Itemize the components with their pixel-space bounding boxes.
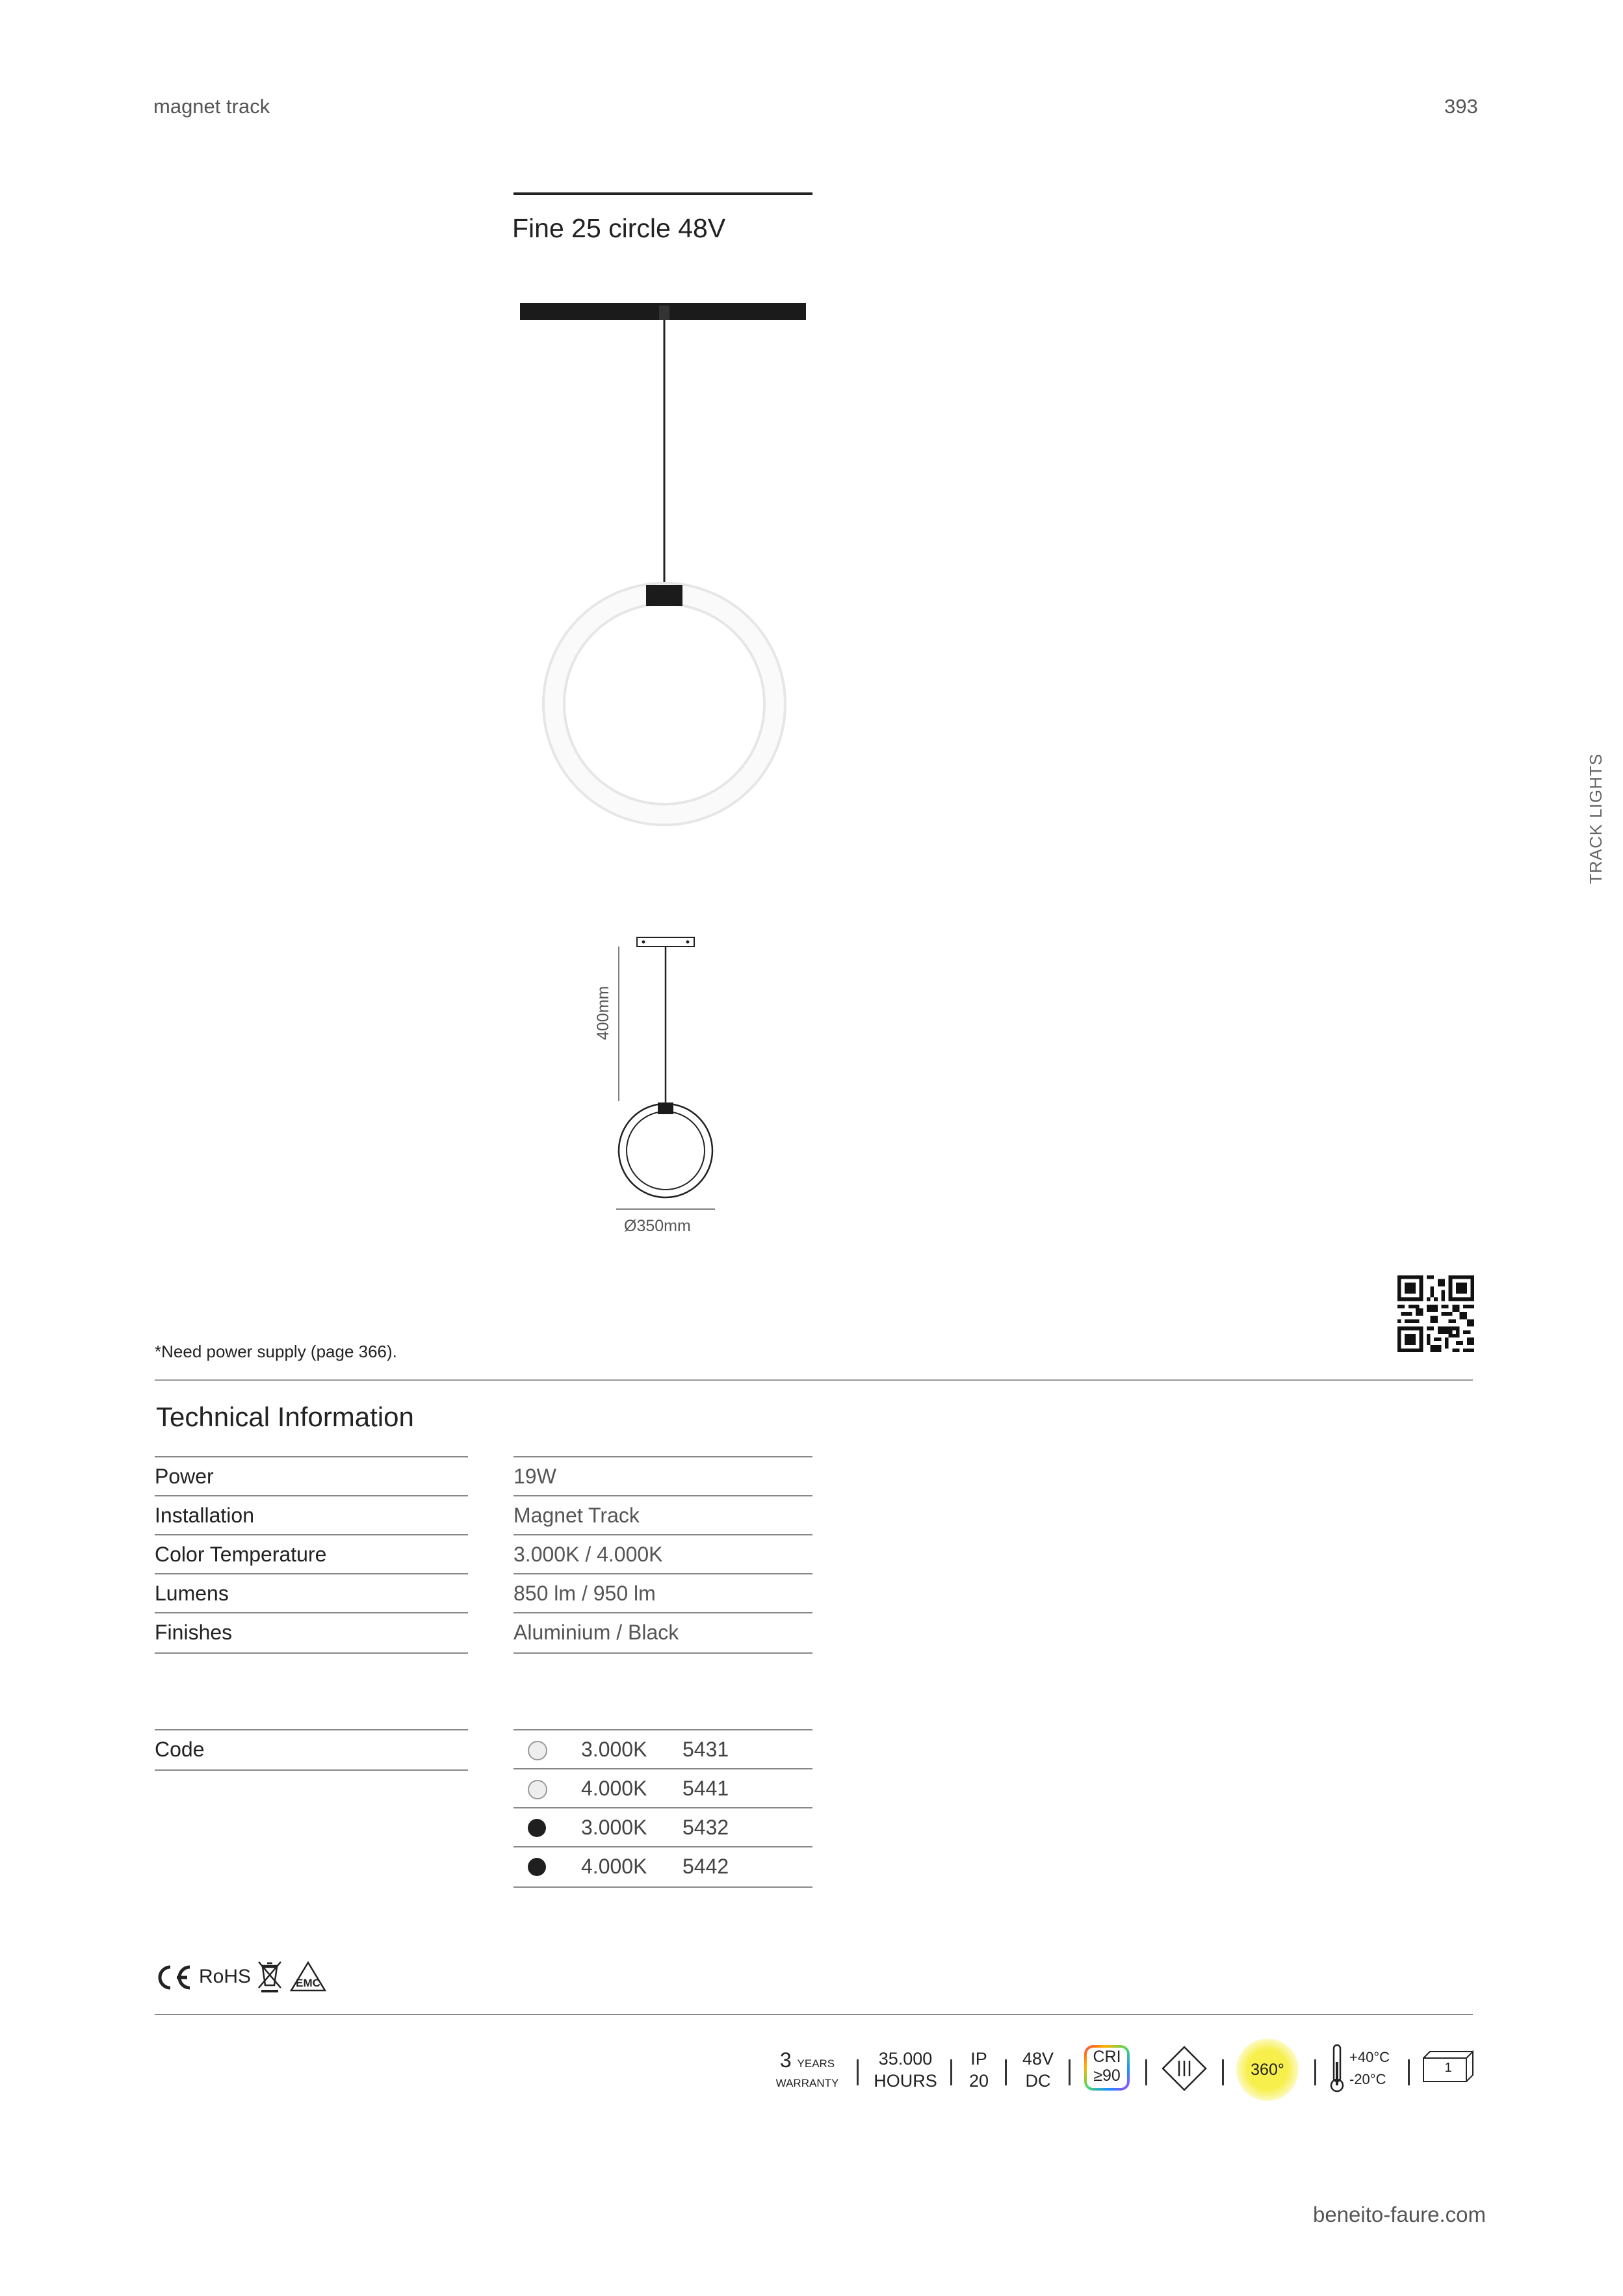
code-number: 5441 — [682, 1777, 729, 1800]
technical-title: Technical Information — [156, 1402, 414, 1432]
box-quantity: 1 — [1444, 2061, 1452, 2075]
spec-separator — [1314, 2059, 1316, 2085]
code-row — [513, 1729, 812, 1769]
finish-aluminium-swatch — [528, 1780, 547, 1799]
height-label: 400mm — [594, 985, 612, 1040]
beam-angle-value: 360° — [1251, 2061, 1284, 2079]
cri-badge — [1084, 2045, 1130, 2091]
tech-label-installation: Installation — [155, 1495, 468, 1535]
temperature-range — [1349, 2046, 1390, 2091]
ce-mark-icon — [155, 1963, 192, 1992]
svg-text:EMC: EMC — [296, 1977, 320, 1989]
spec-separator — [1145, 2059, 1147, 2085]
drawing-ring-outer — [619, 1104, 712, 1197]
tech-label-finishes: Finishes — [155, 1612, 468, 1654]
thermometer-icon — [1329, 2044, 1345, 2093]
spec-separator — [1408, 2059, 1410, 2085]
dimension-drawing — [585, 936, 754, 1222]
class-iii-icon — [1161, 2045, 1208, 2092]
ip-value: 20 — [968, 2071, 989, 2091]
rohs-label: RoHS — [199, 1966, 252, 1987]
section-title: magnet track — [153, 95, 270, 118]
hours-number: 35.000 — [878, 2049, 933, 2068]
code-number: 5442 — [682, 1855, 729, 1878]
code-row — [513, 1807, 812, 1847]
finish-black-swatch — [528, 1858, 546, 1876]
drawing-track-adapter — [637, 937, 694, 946]
ip-label: IP — [970, 2049, 987, 2068]
track-adapter — [659, 306, 669, 320]
code-row — [513, 1846, 812, 1888]
spec-separator — [1005, 2059, 1007, 2085]
spec-separator — [1222, 2059, 1224, 2085]
warranty-label: WARRANTY — [775, 2077, 839, 2089]
warranty-number: 3 — [779, 2048, 792, 2072]
warranty-unit: YEARS — [797, 2057, 835, 2070]
code-temp: 3.000K — [581, 1816, 647, 1839]
light-ring — [554, 594, 775, 815]
code-temp: 4.000K — [581, 1777, 647, 1800]
tech-label-power: Power — [155, 1456, 468, 1496]
voltage-value: 48V — [1022, 2049, 1054, 2068]
voltage-spec — [1014, 2048, 1062, 2092]
tech-value-lumens: 850 lm / 950 lm — [513, 1573, 812, 1613]
cri-value: ≥90 — [1093, 2067, 1121, 2085]
temp-max: +40°C — [1349, 2049, 1390, 2065]
code-number: 5432 — [682, 1816, 729, 1839]
hours-spec — [867, 2048, 944, 2092]
cri-label: CRI — [1093, 2048, 1121, 2066]
ring-connector — [646, 585, 682, 606]
divider — [155, 2014, 1473, 2015]
qr-code — [1397, 1275, 1474, 1352]
drawing-connector — [658, 1102, 673, 1114]
tech-label-lumens: Lumens — [155, 1573, 468, 1613]
product-photo — [507, 293, 819, 832]
power-supply-note: *Need power supply (page 366). — [155, 1342, 397, 1361]
finish-aluminium-swatch — [528, 1741, 547, 1760]
drawing-ring-inner — [627, 1112, 705, 1190]
product-title: Fine 25 circle 48V — [512, 213, 726, 243]
hours-label: HOURS — [874, 2071, 937, 2091]
tech-value-installation: Magnet Track — [513, 1495, 812, 1535]
code-temp: 4.000K — [581, 1855, 647, 1878]
spec-separator — [950, 2059, 952, 2085]
emc-mark-icon — [290, 1961, 326, 1993]
divider — [155, 1379, 1473, 1381]
ip-spec — [959, 2048, 998, 2092]
spec-separator — [857, 2059, 859, 2085]
current-type: DC — [1025, 2071, 1051, 2091]
side-label: TRACK LIGHTS — [1586, 753, 1605, 884]
spec-separator — [1069, 2059, 1071, 2085]
code-label: Code — [155, 1729, 468, 1771]
diameter-label: Ø350mm — [624, 1217, 691, 1235]
code-row — [513, 1768, 812, 1808]
beam-angle-badge — [1236, 2039, 1299, 2101]
code-number: 5431 — [682, 1738, 729, 1761]
tech-value-finishes: Aluminium / Black — [513, 1612, 812, 1654]
finish-black-swatch — [528, 1819, 546, 1837]
website-link[interactable]: beneito-faure.com — [1313, 2202, 1486, 2226]
tech-value-color-temperature: 3.000K / 4.000K — [513, 1534, 812, 1574]
title-rule — [513, 192, 812, 195]
weee-bin-icon — [256, 1959, 283, 1993]
temp-min: -20°C — [1349, 2071, 1386, 2087]
warranty-spec — [773, 2049, 841, 2092]
tech-label-color-temperature: Color Temperature — [155, 1534, 468, 1574]
tech-value-power: 19W — [513, 1456, 812, 1496]
code-temp: 3.000K — [581, 1738, 647, 1761]
page-number: 393 — [1444, 95, 1478, 118]
